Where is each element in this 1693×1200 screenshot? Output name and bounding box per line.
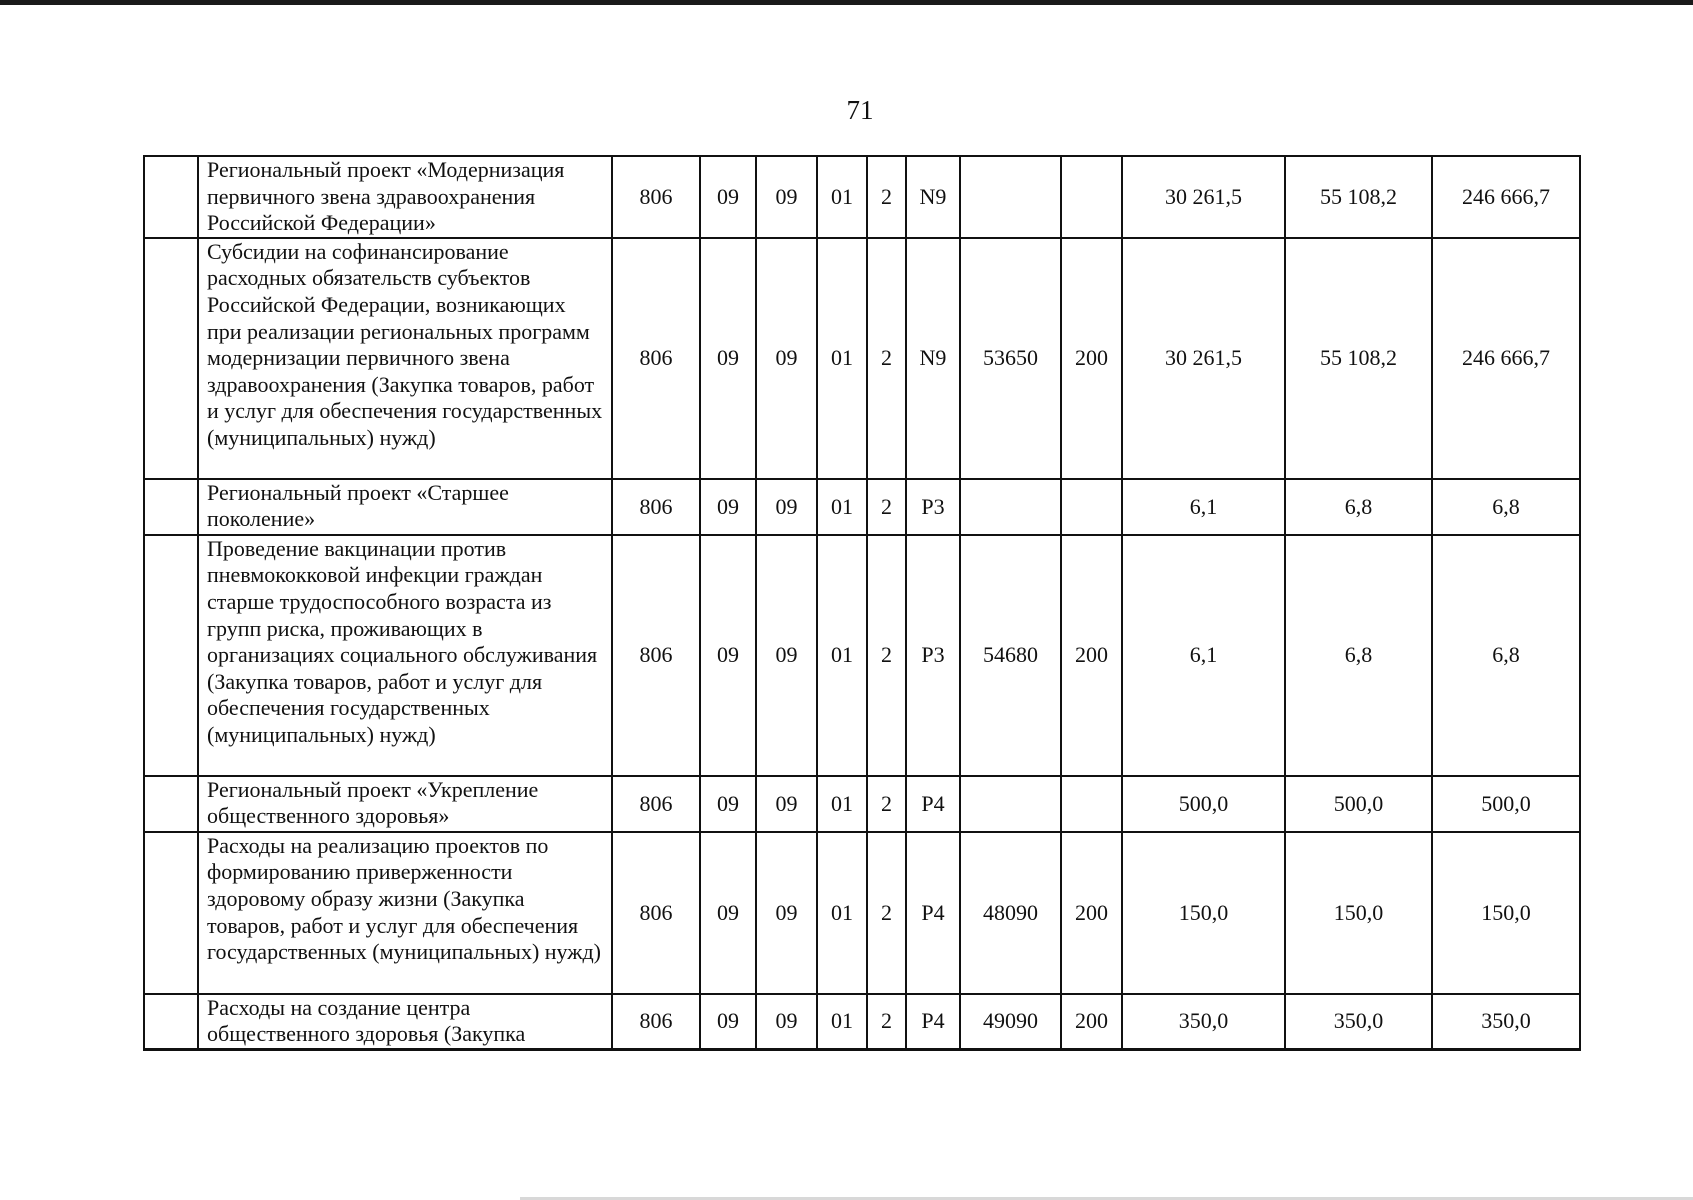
row-number-cell [144, 479, 198, 535]
expense-type-cell: 200 [1061, 535, 1122, 776]
program-code-cell: 01 [817, 776, 867, 832]
year3-amount-cell: 500,0 [1432, 776, 1580, 832]
direction-code-cell: 53650 [960, 238, 1061, 479]
project-code-cell: P4 [906, 994, 960, 1050]
year2-amount-cell: 55 108,2 [1285, 238, 1432, 479]
subprogram-code-cell: 2 [867, 156, 906, 238]
section-code-cell: 09 [700, 832, 756, 994]
year3-amount-cell: 246 666,7 [1432, 238, 1580, 479]
expense-type-cell [1061, 479, 1122, 535]
year3-amount-cell: 6,8 [1432, 535, 1580, 776]
row-number-cell [144, 156, 198, 238]
subsection-code-cell: 09 [756, 479, 817, 535]
program-code-cell: 01 [817, 832, 867, 994]
year2-amount-cell: 150,0 [1285, 832, 1432, 994]
year2-amount-cell: 6,8 [1285, 535, 1432, 776]
expense-type-cell: 200 [1061, 832, 1122, 994]
expense-name-cell: Региональный проект «Модернизация первичного звена здравоохранения Российской Федерации» [198, 156, 612, 238]
section-code-cell: 09 [700, 238, 756, 479]
expense-type-cell [1061, 156, 1122, 238]
row-number-cell [144, 238, 198, 479]
direction-code-cell [960, 479, 1061, 535]
section-code-cell: 09 [700, 776, 756, 832]
year2-amount-cell: 500,0 [1285, 776, 1432, 832]
ministry-code-cell: 806 [612, 156, 700, 238]
year2-amount-cell: 55 108,2 [1285, 156, 1432, 238]
subprogram-code-cell: 2 [867, 479, 906, 535]
project-code-cell: P4 [906, 832, 960, 994]
expense-name-cell: Расходы на реализацию проектов по формированию приверженности здоровому образу жизни (Закупка товаров, работ и услуг для обеспечения государственных (муниципальных) нужд) [198, 832, 612, 994]
subsection-code-cell: 09 [756, 832, 817, 994]
year1-amount-cell: 350,0 [1122, 994, 1285, 1050]
program-code-cell: 01 [817, 994, 867, 1050]
year1-amount-cell: 150,0 [1122, 832, 1285, 994]
scan-top-edge [0, 0, 1693, 5]
row-number-cell [144, 832, 198, 994]
project-code-cell: N9 [906, 238, 960, 479]
year3-amount-cell: 150,0 [1432, 832, 1580, 994]
year1-amount-cell: 30 261,5 [1122, 156, 1285, 238]
subsection-code-cell: 09 [756, 994, 817, 1050]
section-code-cell: 09 [700, 994, 756, 1050]
table-row [144, 994, 1580, 1050]
subsection-code-cell: 09 [756, 238, 817, 479]
row-number-cell [144, 535, 198, 776]
project-code-cell: P3 [906, 479, 960, 535]
subsection-code-cell: 09 [756, 776, 817, 832]
section-code-cell: 09 [700, 535, 756, 776]
ministry-code-cell: 806 [612, 479, 700, 535]
subprogram-code-cell: 2 [867, 776, 906, 832]
project-code-cell: P3 [906, 535, 960, 776]
expense-name-cell: Региональный проект «Старшее поколение» [198, 479, 612, 535]
expense-type-cell [1061, 776, 1122, 832]
project-code-cell: P4 [906, 776, 960, 832]
expense-type-cell: 200 [1061, 238, 1122, 479]
year2-amount-cell: 6,8 [1285, 479, 1432, 535]
year3-amount-cell: 246 666,7 [1432, 156, 1580, 238]
direction-code-cell: 48090 [960, 832, 1061, 994]
table-row [144, 776, 1580, 832]
direction-code-cell: 49090 [960, 994, 1061, 1050]
project-code-cell: N9 [906, 156, 960, 238]
year2-amount-cell: 350,0 [1285, 994, 1432, 1050]
program-code-cell: 01 [817, 156, 867, 238]
year1-amount-cell: 500,0 [1122, 776, 1285, 832]
year3-amount-cell: 350,0 [1432, 994, 1580, 1050]
row-number-cell [144, 776, 198, 832]
subsection-code-cell: 09 [756, 535, 817, 776]
table-row [144, 832, 1580, 994]
direction-code-cell [960, 776, 1061, 832]
expense-name-cell: Проведение вакцинации против пневмококковой инфекции граждан старше трудоспособного возраста из групп риска, проживающих в организациях социального обслуживания (Закупка товаров, работ и услуг для обеспечения государственных (муниципальных) нужд) [198, 535, 612, 776]
subprogram-code-cell: 2 [867, 832, 906, 994]
program-code-cell: 01 [817, 535, 867, 776]
expense-type-cell: 200 [1061, 994, 1122, 1050]
budget-table [143, 155, 1581, 1051]
ministry-code-cell: 806 [612, 832, 700, 994]
section-code-cell: 09 [700, 479, 756, 535]
subprogram-code-cell: 2 [867, 994, 906, 1050]
ministry-code-cell: 806 [612, 776, 700, 832]
year1-amount-cell: 30 261,5 [1122, 238, 1285, 479]
expense-name-cell: Субсидии на софинансирование расходных обязательств субъектов Российской Федерации, возникающих при реализации региональных программ модернизации первичного звена здравоохранения (Закупка товаров, работ и услуг для обеспечения государственных (муниципальных) нужд) [198, 238, 612, 479]
year3-amount-cell: 6,8 [1432, 479, 1580, 535]
expense-name-cell: Региональный проект «Укрепление общественного здоровья» [198, 776, 612, 832]
subprogram-code-cell: 2 [867, 238, 906, 479]
expense-name-cell: Расходы на создание центра общественного здоровья (Закупка [198, 994, 612, 1050]
ministry-code-cell: 806 [612, 535, 700, 776]
row-number-cell [144, 994, 198, 1050]
table-row [144, 238, 1580, 479]
program-code-cell: 01 [817, 238, 867, 479]
direction-code-cell: 54680 [960, 535, 1061, 776]
section-code-cell: 09 [700, 156, 756, 238]
ministry-code-cell: 806 [612, 238, 700, 479]
page-number: 71 [846, 95, 874, 125]
table-row [144, 479, 1580, 535]
program-code-cell: 01 [817, 479, 867, 535]
direction-code-cell [960, 156, 1061, 238]
year1-amount-cell: 6,1 [1122, 535, 1285, 776]
subsection-code-cell: 09 [756, 156, 817, 238]
ministry-code-cell: 806 [612, 994, 700, 1050]
table-row [144, 156, 1580, 238]
table-row [144, 535, 1580, 776]
year1-amount-cell: 6,1 [1122, 479, 1285, 535]
subprogram-code-cell: 2 [867, 535, 906, 776]
